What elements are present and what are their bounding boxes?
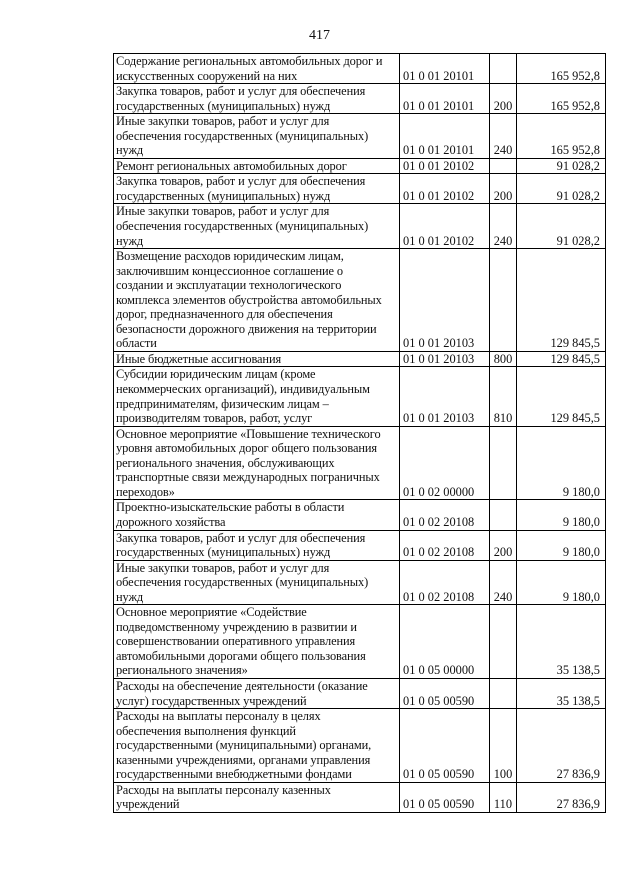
row-expense-type: 110 (490, 782, 517, 812)
row-amount: 9 180,0 (517, 560, 606, 605)
row-expense-type: 100 (490, 709, 517, 783)
row-amount: 165 952,8 (517, 84, 606, 114)
row-target-code: 01 0 01 20101 (400, 54, 490, 84)
row-description: Расходы на выплаты персоналу казенных учреждений (114, 782, 400, 812)
table-row (114, 249, 606, 352)
row-amount: 91 028,2 (517, 174, 606, 204)
table-row (114, 174, 606, 204)
row-target-code: 01 0 05 00000 (400, 605, 490, 679)
row-description: Основное мероприятие «Повышение технического уровня автомобильных дорог общего пользования регионального значения, обслуживающих транспортные связи международных пограничных переходов» (114, 426, 400, 500)
row-description: Закупка товаров, работ и услуг для обеспечения государственных (муниципальных) нужд (114, 174, 400, 204)
row-expense-type: 200 (490, 530, 517, 560)
table-row (114, 54, 606, 84)
row-expense-type: 240 (490, 114, 517, 159)
row-amount: 27 836,9 (517, 782, 606, 812)
table-row (114, 500, 606, 530)
row-description: Расходы на выплаты персоналу в целях обеспечения выполнения функций государственными (муниципальными) органами, казенными учреждениями, органами управления государственными внебюджетными фондами (114, 709, 400, 783)
row-target-code: 01 0 01 20101 (400, 114, 490, 159)
row-amount: 165 952,8 (517, 114, 606, 159)
row-target-code: 01 0 01 20102 (400, 174, 490, 204)
row-amount: 91 028,2 (517, 158, 606, 174)
row-target-code: 01 0 01 20101 (400, 84, 490, 114)
budget-table (113, 53, 606, 813)
table-row (114, 426, 606, 500)
row-target-code: 01 0 01 20103 (400, 351, 490, 367)
row-expense-type: 240 (490, 560, 517, 605)
row-target-code: 01 0 02 20108 (400, 530, 490, 560)
row-description: Закупка товаров, работ и услуг для обеспечения государственных (муниципальных) нужд (114, 530, 400, 560)
row-description: Иные закупки товаров, работ и услуг для обеспечения государственных (муниципальных) нужд (114, 114, 400, 159)
row-target-code: 01 0 02 20108 (400, 500, 490, 530)
row-target-code: 01 0 05 00590 (400, 709, 490, 783)
table-row (114, 709, 606, 783)
row-description: Закупка товаров, работ и услуг для обеспечения государственных (муниципальных) нужд (114, 84, 400, 114)
row-expense-type: 240 (490, 204, 517, 249)
row-expense-type (490, 500, 517, 530)
row-expense-type (490, 678, 517, 708)
table-row (114, 367, 606, 426)
row-expense-type (490, 158, 517, 174)
row-expense-type: 800 (490, 351, 517, 367)
row-description: Возмещение расходов юридическим лицам, заключившим концессионное соглашение о создании и эксплуатации технологического комплекса элементов обустройства автомобильных дорог, предназначенного для обеспечения безопасности дорожного движения на территории области (114, 249, 400, 352)
row-target-code: 01 0 05 00590 (400, 678, 490, 708)
table-row (114, 351, 606, 367)
row-description: Основное мероприятие «Содействие подведомственному учреждению в развитии и совершенствовании оперативного управления автомобильными дорогами общего пользования регионального значения» (114, 605, 400, 679)
row-amount: 35 138,5 (517, 678, 606, 708)
row-expense-type (490, 54, 517, 84)
row-expense-type (490, 426, 517, 500)
row-description: Иные закупки товаров, работ и услуг для обеспечения государственных (муниципальных) нужд (114, 560, 400, 605)
table-row (114, 204, 606, 249)
row-amount: 129 845,5 (517, 367, 606, 426)
row-description: Иные закупки товаров, работ и услуг для обеспечения государственных (муниципальных) нужд (114, 204, 400, 249)
table-row (114, 530, 606, 560)
row-description: Субсидии юридическим лицам (кроме некоммерческих организаций), индивидуальным предпринимателям, физическим лицам – производителям товаров, работ, услуг (114, 367, 400, 426)
page-number: 417 (309, 28, 330, 43)
row-expense-type: 810 (490, 367, 517, 426)
row-amount: 129 845,5 (517, 351, 606, 367)
row-amount: 9 180,0 (517, 426, 606, 500)
row-description: Расходы на обеспечение деятельности (оказание услуг) государственных учреждений (114, 678, 400, 708)
row-amount: 27 836,9 (517, 709, 606, 783)
row-target-code: 01 0 02 20108 (400, 560, 490, 605)
row-target-code: 01 0 02 00000 (400, 426, 490, 500)
table-row (114, 560, 606, 605)
table-row (114, 605, 606, 679)
row-amount: 165 952,8 (517, 54, 606, 84)
row-description: Проектно-изыскательские работы в области дорожного хозяйства (114, 500, 400, 530)
row-expense-type (490, 605, 517, 679)
row-amount: 91 028,2 (517, 204, 606, 249)
row-description: Иные бюджетные ассигнования (114, 351, 400, 367)
table-row (114, 158, 606, 174)
table-row (114, 678, 606, 708)
row-target-code: 01 0 01 20103 (400, 367, 490, 426)
row-expense-type (490, 249, 517, 352)
row-target-code: 01 0 01 20103 (400, 249, 490, 352)
table-row (114, 114, 606, 159)
row-amount: 129 845,5 (517, 249, 606, 352)
row-description: Содержание региональных автомобильных дорог и искусственных сооружений на них (114, 54, 400, 84)
row-expense-type: 200 (490, 174, 517, 204)
table-row (114, 782, 606, 812)
row-description: Ремонт региональных автомобильных дорог (114, 158, 400, 174)
row-expense-type: 200 (490, 84, 517, 114)
row-amount: 9 180,0 (517, 500, 606, 530)
row-target-code: 01 0 01 20102 (400, 204, 490, 249)
row-amount: 9 180,0 (517, 530, 606, 560)
table-body (114, 54, 606, 813)
row-target-code: 01 0 05 00590 (400, 782, 490, 812)
table-row (114, 84, 606, 114)
row-amount: 35 138,5 (517, 605, 606, 679)
row-target-code: 01 0 01 20102 (400, 158, 490, 174)
